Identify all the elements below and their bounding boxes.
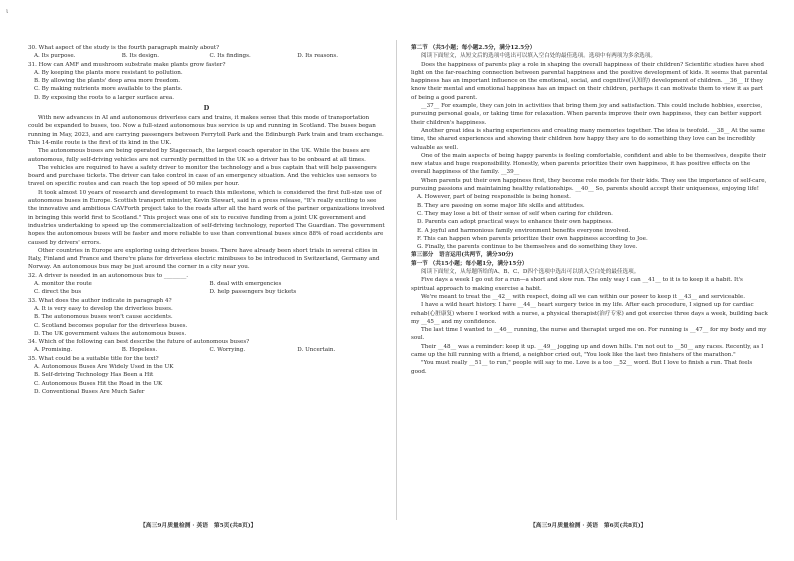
q33-option-c[interactable]: C. Scotland becomes popular for the driverless buses.	[34, 322, 188, 329]
part3-subtitle: 第一节 （共15小题；每小题1分，满分15分）	[411, 260, 528, 267]
q33-option-d[interactable]: D. The UK government values the autonomous buses.	[34, 330, 187, 337]
cloze-paragraph-5: Their __48__ was a reminder: keep it up. __49__ jogging up and down hills. I'm not out to __50__ any races. Recently, as I came up the hill running with a friend, a neighbor cried out, "You look like the last two finishers of the marathon."	[411, 343, 764, 358]
corner-mark: ι	[6, 8, 9, 15]
q35-option-d[interactable]: D. Conventional Buses Are Much Safer	[34, 388, 145, 395]
question-35: 35. What could be a suitable title for the text?	[28, 355, 159, 362]
q32-options-row-2	[28, 288, 385, 296]
q34-option-d[interactable]: D. Uncertain.	[297, 347, 336, 354]
q35-option-b[interactable]: B. Self-driving Technology Has Been a Hit	[34, 372, 154, 379]
q32-option-c[interactable]: C. direct the bus	[34, 289, 82, 296]
q33-option-a[interactable]: A. It is very easy to develop the driverless buses.	[34, 305, 173, 312]
q30-option-b[interactable]: B. Its design.	[121, 53, 160, 60]
section-heading: D	[203, 104, 210, 113]
cloze-paragraph-3: I have a wild heart history. I have __44__ heart surgery twice in my life. After each procedure, I signed up for cardiac rehab(心脏康复) where I worked with a nurse, a physical therapist(治疗专家) and got exercise three days a week, building back my __45__ and my confidence.	[411, 302, 768, 325]
cloze-paragraph-6: "You must really __51__ to run," people will say to me. Love is a too __52__ word. But I love to finish a run. That feels good.	[411, 360, 753, 375]
right-page-footer: 【高三9月质量检测 · 英语 第6页(共8页)】	[530, 523, 647, 529]
q35-option-a[interactable]: A. Autonomous Buses Are Widely Used in the UK	[34, 363, 174, 370]
q34-options	[28, 346, 385, 354]
part3-instructions: 阅读下面短文，从每题所给的A、B、C、D四个选项中选出可以填入空白处的最佳选项。	[421, 269, 640, 276]
question-32: 32. A driver is needed in an autonomous bus to ________.	[28, 272, 189, 279]
q31-option-d[interactable]: D. By exposing the roots to a larger surface area.	[34, 94, 175, 101]
passage-paragraph-2: The autonomous buses are being operated by Stagecoach, the largest coach operator in the UK. While the buses are autonomous, fully self-driving vehicles are not currently permitted in the UK so a driver has to be onboard at all times.	[28, 148, 370, 163]
part2-title: 第二节 （共5小题；每小题2.5分，满分12.5分）	[411, 45, 536, 51]
right-page	[397, 0, 794, 561]
seven-select-paragraph-1: Does the happiness of parents play a role in shaping the overall happiness of their children? Scientific studies have shed light on the far-reaching connection between parental happiness and the positive development of kids. It seems that parental happiness has an important influence on the emotional, social, and cognitive(认知的) development of children. __36__ If they know their mental and emotional happiness has an impact on their children, perhaps it can motivate them to view it as part of being a good parent.	[411, 61, 768, 101]
q31-option-c[interactable]: C. By making nutrients more available to the plants.	[34, 86, 183, 93]
left-page-footer: 【高三9月质量检测 · 英语 第5页(共8页)】	[140, 523, 257, 529]
seven-select-option-g[interactable]: G. Finally, the parents continue to be themselves and do something they love.	[417, 244, 638, 251]
passage-paragraph-4: It took almost 10 years of research and development to reach this milestone, which is considered the first full-size use of autonomous buses in Europe. Scottish transport minister, Kevin Stewart, said in a press release, "It's really exciting to see the innovative and ambitious CAVForth project take to the roads after all the hard work of the partner organizations involved in bringing this world first to Scotland." This project was one of six to receive funding from a joint UK government and industries undertaking to speed up the commercialization of self-driving technology, reported The Guardian. The government hopes the autonomous buses will be faster and more reliable to use than conventional buses since 88% of road accidents are caused by drivers' errors.	[28, 189, 385, 246]
question-31: 31. How can AMF and mushroom substrate make plants grow faster?	[28, 61, 226, 68]
part3-title: 第三部分 语言运用(共两节，满分30分)	[411, 252, 514, 259]
seven-select-option-a[interactable]: A. However, part of being responsible is being honest.	[417, 194, 571, 201]
seven-select-paragraph-5: When parents put their own happiness first, they become role models for their kids. They see the importance of self-care, pursuing passions and maintaining healthy relationships. __40__ So, parents should accept their uniqueness, enjoying life!	[411, 177, 767, 193]
question-33: 33. What does the author indicate in paragraph 4?	[28, 297, 172, 304]
q32-options-row-1	[28, 280, 385, 288]
seven-select-option-b[interactable]: B. They are passing on some major life skills and attitudes.	[417, 202, 585, 209]
part2-instructions: 阅读下面短文，从短文后的选项中选出可以填入空白处的最佳选项。选项中有两项为多余选项。	[421, 53, 656, 60]
q30-options	[28, 52, 385, 60]
q35-option-c[interactable]: C. Autonomous Buses Hit the Road in the UK	[34, 380, 163, 387]
cloze-paragraph-4: The last time I wanted to __46__ running, the nurse and therapist urged me on. For running is __47__ for my body and my soul.	[411, 327, 767, 342]
q30-option-c[interactable]: C. Its findings.	[209, 53, 251, 60]
seven-select-option-d[interactable]: D. Parents can adopt practical ways to enhance their own happiness.	[417, 219, 613, 226]
cloze-paragraph-2: We're meant to treat the __42__ with respect, doing all we can within our power to keep it __43__ and serviceable.	[421, 293, 746, 300]
q32-option-b[interactable]: B. deal with emergencies	[209, 281, 282, 288]
q30-option-a[interactable]: A. Its purpose.	[34, 53, 76, 60]
seven-select-paragraph-4: One of the main aspects of being happy parents is feeling comfortable, confident and able to be themselves, despite their new status and huge responsibility. Honestly, when parents prioritize their own happiness, it has positive effects on the overall happiness of the family. __39__	[411, 152, 766, 176]
q34-option-a[interactable]: A. Promising.	[34, 347, 73, 354]
passage-paragraph-5: Other countries in Europe are exploring using driverless buses. There have already been short trials in several cities in Italy, Finland and France and there're plans for driverless electric minibuses to be introduced in Switzerland, Germany and Norway. An autonomous bus may be just around the corner in a city near you.	[28, 247, 380, 271]
q30-option-d[interactable]: D. Its reasons.	[297, 53, 339, 60]
passage-paragraph-3: The vehicles are required to have a safety driver to monitor the technology and a bus captain that will help passengers board and purchase tickets. The driver can take control in case of an emergency situation. And the vehicles use sensors to travel on specific routes and can reach the top speed of 50 miles per hour.	[28, 164, 377, 188]
seven-select-paragraph-2: __37__ For example, they can join in activities that bring them joy and satisfaction. This could include hobbies, exercise, pursuing personal goals, or taking time for relaxation. When parents improve their own happiness, they can better support their children's happiness.	[411, 103, 763, 126]
passage-paragraph-1: With new advances in AI and autonomous driverless cars and trains, it makes sense that this mode of transportation could be expanded to buses, too. Now a full-sized autonomous bus service is up and running in Scotland. The buses began running in May, 2023, and are carrying passengers between Ferrytoll Park and the Edinburgh Park train and tram exchange. This 14-mile route is the first of its kind in the UK.	[28, 115, 384, 146]
seven-select-option-f[interactable]: F. This can happen when parents prioritize their own happiness according to Joe.	[417, 235, 648, 242]
seven-select-option-e[interactable]: E. A joyful and harmonious family environment benefits everyone involved.	[417, 227, 631, 234]
q33-option-b[interactable]: B. The autonomous buses won't cause accidents.	[34, 314, 173, 321]
q32-option-a[interactable]: A. monitor the route	[34, 281, 92, 288]
seven-select-option-c[interactable]: C. They may lose a bit of their sense of self when caring for children.	[417, 210, 613, 217]
cloze-paragraph-1: Five days a week I go out for a run—a short and slow run. The only way I can __41__ to it is to keep it a habit. It's spiritual approach to making exercise a habit.	[411, 277, 743, 292]
seven-select-paragraph-3: Another great idea is sharing experiences and creating many memories together. The idea is twofold. __38__ At the same time, the shared experiences and showing their children how happy they are to do something they love can be incredibly valuable as well.	[411, 127, 765, 151]
question-30: 30. What aspect of the study is the fourth paragraph mainly about?	[28, 45, 220, 51]
question-34: 34. Which of the following can best describe the future of autonomous buses?	[28, 339, 250, 346]
q34-option-b[interactable]: B. Hopeless.	[121, 347, 158, 354]
q31-option-a[interactable]: A. By keeping the plants more resistant to pollution.	[34, 69, 183, 76]
q31-option-b[interactable]: B. By allowing the plants' deep area more freedom.	[34, 78, 181, 85]
q34-option-c[interactable]: C. Worrying.	[209, 347, 246, 354]
q32-option-d[interactable]: D. help passengers buy tickets	[209, 289, 297, 296]
